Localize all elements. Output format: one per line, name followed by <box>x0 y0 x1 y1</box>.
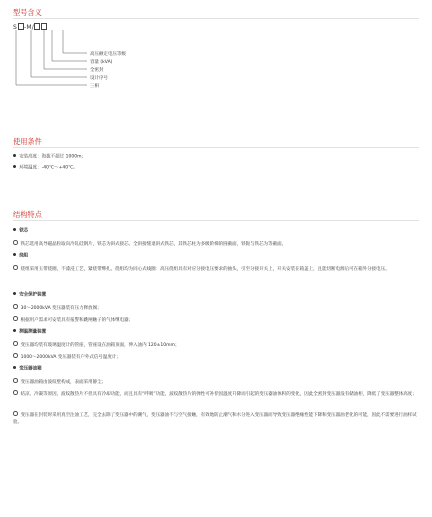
circle-icon <box>13 411 18 416</box>
section-title-conditions: 使用条件 <box>13 137 42 146</box>
circle-icon <box>13 265 18 270</box>
legend-sealed: 全密封 <box>90 67 104 73</box>
circle-icon <box>13 304 18 309</box>
divider <box>13 220 419 221</box>
bullet-icon <box>13 228 16 231</box>
bullet-icon <box>13 366 16 369</box>
group-head-tank: 变压器油箱 <box>13 366 42 372</box>
group-head-protection: 安全保护装置 <box>13 292 46 298</box>
bullet-icon <box>13 154 16 157</box>
bullet-icon <box>13 292 16 295</box>
list-item: 结凉、冷凝等原因，波纹散热片不但具有冷却功能，而且具有“呼吸”功能，波纹散热片的弹性可补偿因温度升降而引起的变压器油体积的变化，因此全密封变压器没有储油柜，降低了变压器整体高度； <box>13 390 418 398</box>
section-title-model: 型号含义 <box>13 8 42 17</box>
condition-temperature: 环境温度：-40℃～+40℃。 <box>13 165 78 171</box>
model-tree-lines <box>0 0 432 110</box>
condition-altitude: 安装高度：海拔不超过 1000m； <box>13 154 86 160</box>
circle-icon <box>13 341 18 346</box>
list-item: 绕组采用玉带绕圈，不漆浸工艺，紧绕带绑扎。绕组均为同心式线圈：高压绕组具有对应分接电压要求的抽头，引至分接开关上，开关安装在箱盖上，且能切断电源后可在箱外分接电压。 <box>13 265 418 273</box>
bullet-icon <box>13 165 16 168</box>
list-item: 1000～2000kVA 变压器装有户外式信号温度计； <box>13 353 121 361</box>
legend-capacity: 容量 (kVA) <box>90 59 113 65</box>
group-head-winding: 绕组 <box>13 253 28 259</box>
legend-three-phase: 三相 <box>90 83 99 89</box>
section-title-structure: 结构特点 <box>13 210 42 219</box>
circle-icon <box>13 240 18 245</box>
list-item: 根据用户需求可安装具有报警和跳闸触子的气体继电器； <box>13 316 133 324</box>
circle-icon <box>13 353 18 358</box>
formula-prefix: S <box>13 24 18 31</box>
legend-voltage: 高压额定电压等级 <box>90 51 126 57</box>
formula-mid: -M/ <box>24 24 34 31</box>
list-item: 变压器油箱由波纹壁构成，表面采用静尘； <box>13 378 106 386</box>
group-head-measurement: 测温测量装置 <box>13 329 46 335</box>
list-item: 变压器在封装时采用真空注油工艺，完全去除了变压器中的潮气，变压器油不与空气接触，有效地防止潮气和水分进入变压器而导致变压器绝缘性能下降和变压器油老化的可能，因此不需要进行油样试验。 <box>13 412 417 426</box>
bullet-icon <box>13 329 16 332</box>
list-item: 铁芯选用高导磁晶粒取向冷轧硅钢片，铁芯为斜式接芯、全斜接缝退斜式铁芯，其铁芯柱为多级阶梯的圆截面，铁轭与铁芯为等截面。 <box>13 240 286 248</box>
list-item: 变压器均装有玻璃温度计的管座，管座设在油箱顶面，伸入油内 120±10mm； <box>13 341 179 349</box>
circle-icon <box>13 390 18 395</box>
circle-icon <box>13 378 18 383</box>
circle-icon <box>13 316 18 321</box>
legend-design-no: 设计序号 <box>90 75 108 81</box>
list-item: 30～2000kVA 变压器装有压力释放阀； <box>13 304 102 312</box>
bullet-icon <box>13 253 16 256</box>
group-head-core: 铁芯 <box>13 228 28 234</box>
divider <box>13 147 419 148</box>
